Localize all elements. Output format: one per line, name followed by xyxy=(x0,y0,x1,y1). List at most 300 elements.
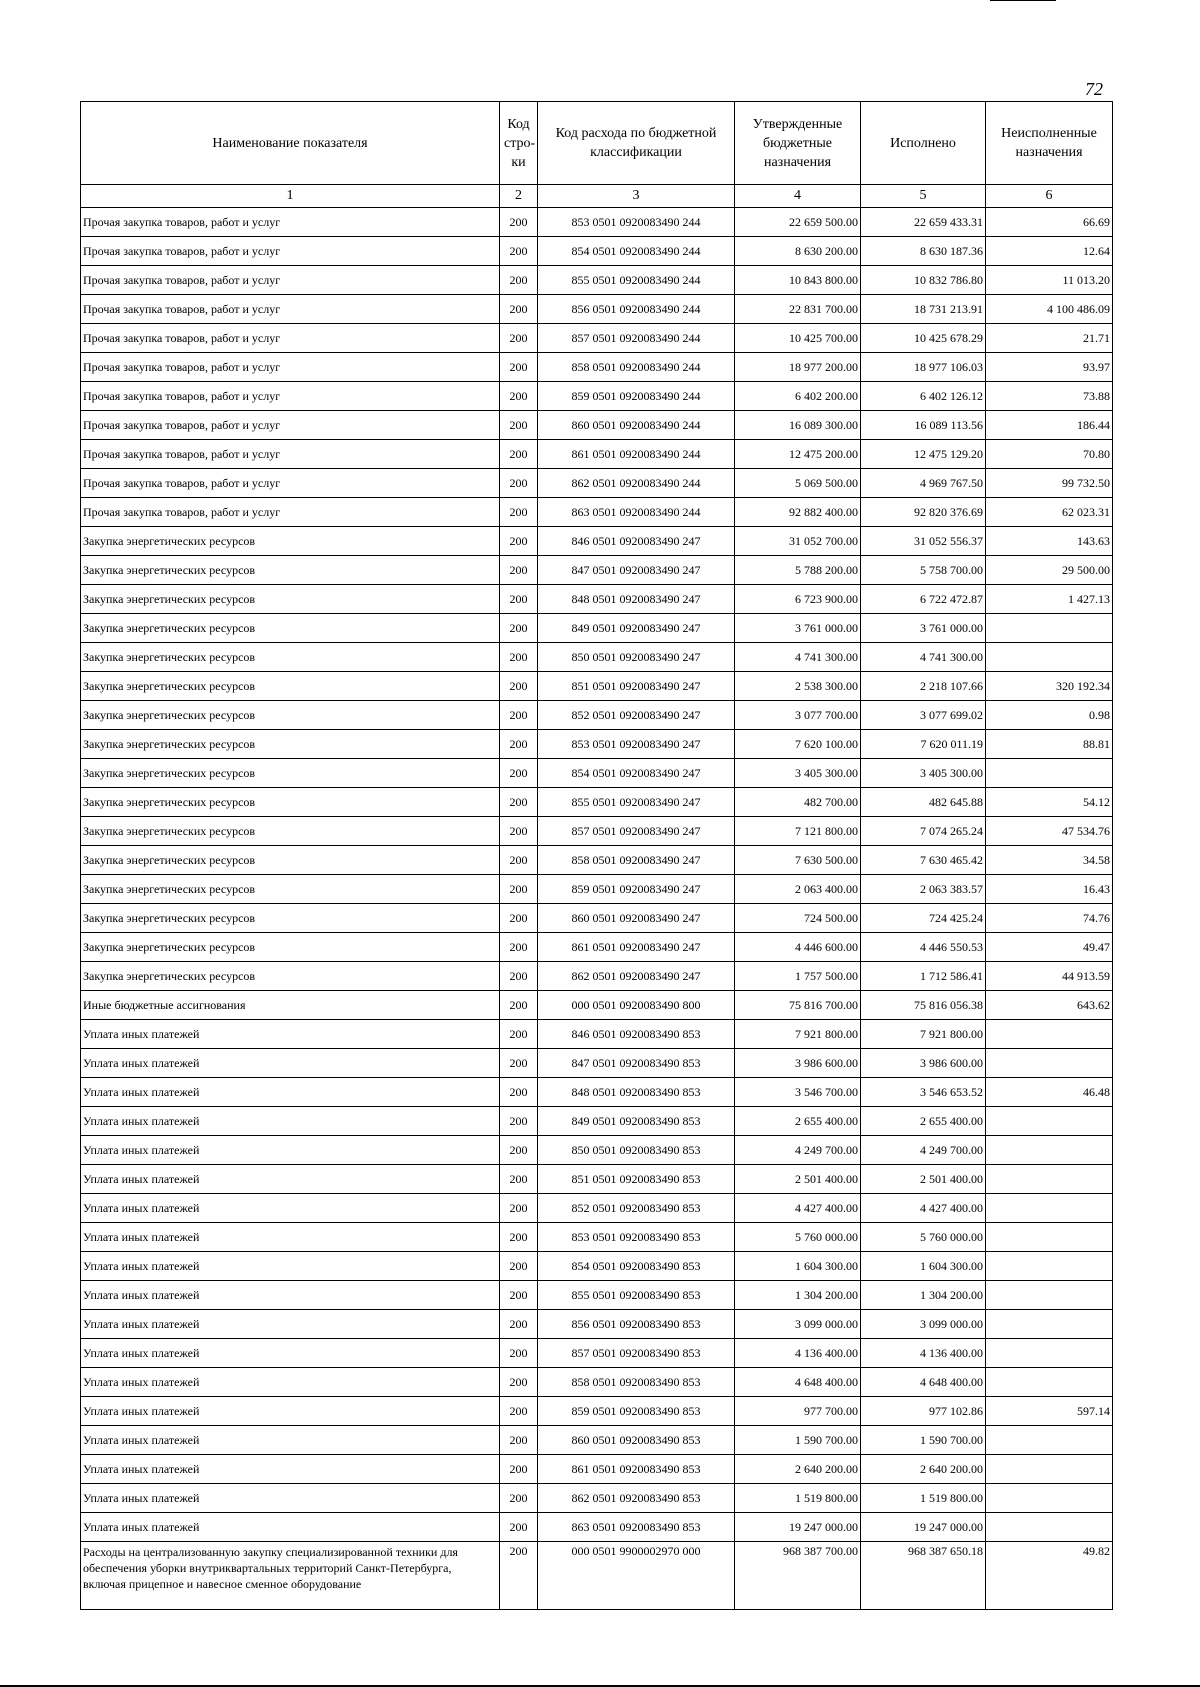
table-row xyxy=(81,1049,1113,1078)
row-executed-amount: 92 820 376.69 xyxy=(861,498,986,527)
row-indicator-name: Закупка энергетических ресурсов xyxy=(81,730,500,759)
row-executed-amount: 4 136 400.00 xyxy=(861,1339,986,1368)
row-classification-code: 861 0501 0920083490 244 xyxy=(538,440,735,469)
row-classification-code: 854 0501 0920083490 853 xyxy=(538,1252,735,1281)
row-classification-code: 862 0501 0920083490 244 xyxy=(538,469,735,498)
row-approved-amount: 22 659 500.00 xyxy=(735,208,861,237)
row-executed-amount: 2 640 200.00 xyxy=(861,1455,986,1484)
row-line-code: 200 xyxy=(500,1049,538,1078)
row-classification-code: 000 0501 0920083490 800 xyxy=(538,991,735,1020)
row-unexecuted-amount: 21.71 xyxy=(986,324,1113,353)
row-line-code: 200 xyxy=(500,1020,538,1049)
table-row xyxy=(81,991,1113,1020)
row-approved-amount: 3 546 700.00 xyxy=(735,1078,861,1107)
row-executed-amount: 1 712 586.41 xyxy=(861,962,986,991)
row-executed-amount: 4 648 400.00 xyxy=(861,1368,986,1397)
table-row xyxy=(81,1165,1113,1194)
row-indicator-name: Закупка энергетических ресурсов xyxy=(81,643,500,672)
table-row xyxy=(81,1513,1113,1542)
row-approved-amount: 4 648 400.00 xyxy=(735,1368,861,1397)
row-indicator-name: Уплата иных платежей xyxy=(81,1339,500,1368)
row-unexecuted-amount: 66.69 xyxy=(986,208,1113,237)
row-classification-code: 852 0501 0920083490 853 xyxy=(538,1194,735,1223)
row-unexecuted-amount: 70.80 xyxy=(986,440,1113,469)
table-row xyxy=(81,1397,1113,1426)
table-row xyxy=(81,208,1113,237)
row-unexecuted-amount xyxy=(986,1310,1113,1339)
row-unexecuted-amount xyxy=(986,1136,1113,1165)
table-row xyxy=(81,585,1113,614)
row-indicator-name: Закупка энергетических ресурсов xyxy=(81,527,500,556)
row-line-code: 200 xyxy=(500,933,538,962)
row-unexecuted-amount: 11 013.20 xyxy=(986,266,1113,295)
row-classification-code: 855 0501 0920083490 244 xyxy=(538,266,735,295)
row-executed-amount: 22 659 433.31 xyxy=(861,208,986,237)
row-unexecuted-amount: 62 023.31 xyxy=(986,498,1113,527)
row-classification-code: 848 0501 0920083490 853 xyxy=(538,1078,735,1107)
row-line-code: 200 xyxy=(500,295,538,324)
row-indicator-name: Закупка энергетических ресурсов xyxy=(81,962,500,991)
row-indicator-name: Закупка энергетических ресурсов xyxy=(81,614,500,643)
row-executed-amount: 4 446 550.53 xyxy=(861,933,986,962)
row-approved-amount: 6 402 200.00 xyxy=(735,382,861,411)
row-line-code: 200 xyxy=(500,1542,538,1610)
row-approved-amount: 4 427 400.00 xyxy=(735,1194,861,1223)
row-approved-amount: 8 630 200.00 xyxy=(735,237,861,266)
row-approved-amount: 12 475 200.00 xyxy=(735,440,861,469)
column-number: 3 xyxy=(538,185,735,208)
table-row xyxy=(81,1339,1113,1368)
row-indicator-name: Прочая закупка товаров, работ и услуг xyxy=(81,411,500,440)
row-classification-code: 849 0501 0920083490 247 xyxy=(538,614,735,643)
row-indicator-name: Уплата иных платежей xyxy=(81,1194,500,1223)
table-row xyxy=(81,324,1113,353)
row-line-code: 200 xyxy=(500,498,538,527)
row-classification-code: 856 0501 0920083490 853 xyxy=(538,1310,735,1339)
row-unexecuted-amount: 597.14 xyxy=(986,1397,1113,1426)
row-line-code: 200 xyxy=(500,469,538,498)
row-executed-amount: 75 816 056.38 xyxy=(861,991,986,1020)
row-executed-amount: 6 402 126.12 xyxy=(861,382,986,411)
row-executed-amount: 2 218 107.66 xyxy=(861,672,986,701)
table-row xyxy=(81,382,1113,411)
row-approved-amount: 75 816 700.00 xyxy=(735,991,861,1020)
table-row xyxy=(81,730,1113,759)
row-indicator-name: Закупка энергетических ресурсов xyxy=(81,817,500,846)
row-unexecuted-amount: 47 534.76 xyxy=(986,817,1113,846)
row-indicator-name: Уплата иных платежей xyxy=(81,1455,500,1484)
row-approved-amount: 2 655 400.00 xyxy=(735,1107,861,1136)
row-indicator-name: Уплата иных платежей xyxy=(81,1484,500,1513)
row-unexecuted-amount: 34.58 xyxy=(986,846,1113,875)
row-approved-amount: 6 723 900.00 xyxy=(735,585,861,614)
budget-execution-table xyxy=(80,101,1113,1610)
row-unexecuted-amount xyxy=(986,1223,1113,1252)
row-indicator-name: Уплата иных платежей xyxy=(81,1252,500,1281)
table-row xyxy=(81,701,1113,730)
row-indicator-name: Уплата иных платежей xyxy=(81,1165,500,1194)
row-classification-code: 851 0501 0920083490 853 xyxy=(538,1165,735,1194)
table-row xyxy=(81,1542,1113,1610)
table-row xyxy=(81,1223,1113,1252)
row-approved-amount: 10 843 800.00 xyxy=(735,266,861,295)
row-line-code: 200 xyxy=(500,1339,538,1368)
row-unexecuted-amount xyxy=(986,614,1113,643)
row-line-code: 200 xyxy=(500,1107,538,1136)
row-approved-amount: 1 590 700.00 xyxy=(735,1426,861,1455)
row-approved-amount: 7 921 800.00 xyxy=(735,1020,861,1049)
table-row xyxy=(81,1310,1113,1339)
row-line-code: 200 xyxy=(500,1484,538,1513)
row-classification-code: 846 0501 0920083490 853 xyxy=(538,1020,735,1049)
row-approved-amount: 1 604 300.00 xyxy=(735,1252,861,1281)
row-indicator-name: Уплата иных платежей xyxy=(81,1136,500,1165)
column-number-row xyxy=(81,185,1113,208)
table-row xyxy=(81,759,1113,788)
page-number: 72 xyxy=(1085,79,1103,99)
header-approved-appropriations: Утвержденные бюджетные назначения xyxy=(735,102,861,185)
column-number: 5 xyxy=(861,185,986,208)
table-row xyxy=(81,556,1113,585)
row-unexecuted-amount: 320 192.34 xyxy=(986,672,1113,701)
table-row xyxy=(81,1281,1113,1310)
row-indicator-name: Закупка энергетических ресурсов xyxy=(81,875,500,904)
row-executed-amount: 2 655 400.00 xyxy=(861,1107,986,1136)
row-approved-amount: 92 882 400.00 xyxy=(735,498,861,527)
table-row xyxy=(81,817,1113,846)
row-unexecuted-amount xyxy=(986,1513,1113,1542)
table-row xyxy=(81,1252,1113,1281)
table-row xyxy=(81,962,1113,991)
row-approved-amount: 2 538 300.00 xyxy=(735,672,861,701)
table-row xyxy=(81,295,1113,324)
row-classification-code: 857 0501 0920083490 247 xyxy=(538,817,735,846)
row-executed-amount: 4 969 767.50 xyxy=(861,469,986,498)
row-line-code: 200 xyxy=(500,1281,538,1310)
row-unexecuted-amount: 46.48 xyxy=(986,1078,1113,1107)
table-row xyxy=(81,527,1113,556)
row-line-code: 200 xyxy=(500,672,538,701)
row-approved-amount: 5 069 500.00 xyxy=(735,469,861,498)
row-approved-amount: 19 247 000.00 xyxy=(735,1513,861,1542)
row-unexecuted-amount: 44 913.59 xyxy=(986,962,1113,991)
row-classification-code: 848 0501 0920083490 247 xyxy=(538,585,735,614)
row-line-code: 200 xyxy=(500,556,538,585)
row-approved-amount: 3 761 000.00 xyxy=(735,614,861,643)
row-unexecuted-amount xyxy=(986,1368,1113,1397)
row-indicator-name: Уплата иных платежей xyxy=(81,1513,500,1542)
row-unexecuted-amount xyxy=(986,1194,1113,1223)
row-line-code: 200 xyxy=(500,1513,538,1542)
table-row xyxy=(81,614,1113,643)
row-classification-code: 856 0501 0920083490 244 xyxy=(538,295,735,324)
row-line-code: 200 xyxy=(500,904,538,933)
row-classification-code: 862 0501 0920083490 853 xyxy=(538,1484,735,1513)
row-indicator-name: Закупка энергетических ресурсов xyxy=(81,556,500,585)
row-executed-amount: 19 247 000.00 xyxy=(861,1513,986,1542)
row-executed-amount: 5 760 000.00 xyxy=(861,1223,986,1252)
table-row xyxy=(81,1136,1113,1165)
row-executed-amount: 2 501 400.00 xyxy=(861,1165,986,1194)
row-approved-amount: 3 986 600.00 xyxy=(735,1049,861,1078)
row-approved-amount: 2 640 200.00 xyxy=(735,1455,861,1484)
row-unexecuted-amount: 93.97 xyxy=(986,353,1113,382)
row-classification-code: 860 0501 0920083490 244 xyxy=(538,411,735,440)
row-executed-amount: 7 620 011.19 xyxy=(861,730,986,759)
row-unexecuted-amount xyxy=(986,1455,1113,1484)
row-indicator-name: Прочая закупка товаров, работ и услуг xyxy=(81,469,500,498)
row-executed-amount: 1 519 800.00 xyxy=(861,1484,986,1513)
table-row xyxy=(81,266,1113,295)
row-classification-code: 857 0501 0920083490 853 xyxy=(538,1339,735,1368)
row-indicator-name: Закупка энергетических ресурсов xyxy=(81,846,500,875)
column-number: 6 xyxy=(986,185,1113,208)
row-indicator-name: Закупка энергетических ресурсов xyxy=(81,701,500,730)
row-approved-amount: 4 249 700.00 xyxy=(735,1136,861,1165)
row-indicator-name: Уплата иных платежей xyxy=(81,1281,500,1310)
row-indicator-name: Расходы на централизованную закупку специализированной техники для обеспечения уборки внутриквартальных территорий Санкт-Петербурга, включая прицепное и навесное сменное оборудование xyxy=(81,1542,500,1610)
row-indicator-name: Закупка энергетических ресурсов xyxy=(81,585,500,614)
row-indicator-name: Иные бюджетные ассигнования xyxy=(81,991,500,1020)
row-executed-amount: 3 986 600.00 xyxy=(861,1049,986,1078)
row-classification-code: 855 0501 0920083490 247 xyxy=(538,788,735,817)
row-classification-code: 858 0501 0920083490 853 xyxy=(538,1368,735,1397)
row-line-code: 200 xyxy=(500,991,538,1020)
row-executed-amount: 1 604 300.00 xyxy=(861,1252,986,1281)
row-classification-code: 854 0501 0920083490 244 xyxy=(538,237,735,266)
row-indicator-name: Прочая закупка товаров, работ и услуг xyxy=(81,208,500,237)
table-row xyxy=(81,643,1113,672)
row-unexecuted-amount: 143.63 xyxy=(986,527,1113,556)
row-classification-code: 859 0501 0920083490 247 xyxy=(538,875,735,904)
row-line-code: 200 xyxy=(500,208,538,237)
row-approved-amount: 1 757 500.00 xyxy=(735,962,861,991)
row-unexecuted-amount xyxy=(986,1339,1113,1368)
table-row xyxy=(81,498,1113,527)
row-approved-amount: 3 099 000.00 xyxy=(735,1310,861,1339)
table-row xyxy=(81,846,1113,875)
row-executed-amount: 12 475 129.20 xyxy=(861,440,986,469)
scan-edge-top xyxy=(990,0,1056,1)
row-approved-amount: 4 741 300.00 xyxy=(735,643,861,672)
row-indicator-name: Прочая закупка товаров, работ и услуг xyxy=(81,324,500,353)
header-unexecuted-appropriations: Неисполненные назначения xyxy=(986,102,1113,185)
row-classification-code: 853 0501 0920083490 853 xyxy=(538,1223,735,1252)
row-approved-amount: 1 519 800.00 xyxy=(735,1484,861,1513)
row-line-code: 200 xyxy=(500,440,538,469)
row-classification-code: 860 0501 0920083490 247 xyxy=(538,904,735,933)
row-unexecuted-amount: 74.76 xyxy=(986,904,1113,933)
row-approved-amount: 968 387 700.00 xyxy=(735,1542,861,1610)
row-line-code: 200 xyxy=(500,411,538,440)
row-executed-amount: 16 089 113.56 xyxy=(861,411,986,440)
row-executed-amount: 7 630 465.42 xyxy=(861,846,986,875)
table-row xyxy=(81,469,1113,498)
row-executed-amount: 968 387 650.18 xyxy=(861,1542,986,1610)
row-unexecuted-amount: 643.62 xyxy=(986,991,1113,1020)
row-executed-amount: 3 405 300.00 xyxy=(861,759,986,788)
row-indicator-name: Прочая закупка товаров, работ и услуг xyxy=(81,237,500,266)
row-line-code: 200 xyxy=(500,701,538,730)
table-row xyxy=(81,672,1113,701)
row-executed-amount: 3 099 000.00 xyxy=(861,1310,986,1339)
row-indicator-name: Закупка энергетических ресурсов xyxy=(81,759,500,788)
row-indicator-name: Уплата иных платежей xyxy=(81,1049,500,1078)
row-indicator-name: Прочая закупка товаров, работ и услуг xyxy=(81,266,500,295)
row-unexecuted-amount xyxy=(986,1020,1113,1049)
table-row xyxy=(81,440,1113,469)
row-classification-code: 850 0501 0920083490 247 xyxy=(538,643,735,672)
row-classification-code: 858 0501 0920083490 247 xyxy=(538,846,735,875)
table-row xyxy=(81,237,1113,266)
row-classification-code: 861 0501 0920083490 853 xyxy=(538,1455,735,1484)
row-approved-amount: 7 620 100.00 xyxy=(735,730,861,759)
table-body xyxy=(81,208,1113,1610)
row-approved-amount: 4 446 600.00 xyxy=(735,933,861,962)
row-approved-amount: 724 500.00 xyxy=(735,904,861,933)
row-indicator-name: Прочая закупка товаров, работ и услуг xyxy=(81,498,500,527)
row-line-code: 200 xyxy=(500,1078,538,1107)
column-number: 1 xyxy=(81,185,500,208)
row-executed-amount: 2 063 383.57 xyxy=(861,875,986,904)
column-number: 2 xyxy=(500,185,538,208)
row-approved-amount: 2 501 400.00 xyxy=(735,1165,861,1194)
row-line-code: 200 xyxy=(500,788,538,817)
row-approved-amount: 16 089 300.00 xyxy=(735,411,861,440)
row-unexecuted-amount: 186.44 xyxy=(986,411,1113,440)
row-line-code: 200 xyxy=(500,1252,538,1281)
row-executed-amount: 31 052 556.37 xyxy=(861,527,986,556)
row-approved-amount: 18 977 200.00 xyxy=(735,353,861,382)
row-line-code: 200 xyxy=(500,643,538,672)
row-approved-amount: 3 077 700.00 xyxy=(735,701,861,730)
row-approved-amount: 2 063 400.00 xyxy=(735,875,861,904)
row-classification-code: 855 0501 0920083490 853 xyxy=(538,1281,735,1310)
table-row xyxy=(81,1020,1113,1049)
row-executed-amount: 18 731 213.91 xyxy=(861,295,986,324)
table-row xyxy=(81,353,1113,382)
row-line-code: 200 xyxy=(500,353,538,382)
row-line-code: 200 xyxy=(500,817,538,846)
row-executed-amount: 8 630 187.36 xyxy=(861,237,986,266)
row-line-code: 200 xyxy=(500,875,538,904)
row-executed-amount: 6 722 472.87 xyxy=(861,585,986,614)
row-unexecuted-amount xyxy=(986,759,1113,788)
row-indicator-name: Закупка энергетических ресурсов xyxy=(81,904,500,933)
row-unexecuted-amount: 29 500.00 xyxy=(986,556,1113,585)
row-classification-code: 853 0501 0920083490 247 xyxy=(538,730,735,759)
row-executed-amount: 3 077 699.02 xyxy=(861,701,986,730)
row-approved-amount: 22 831 700.00 xyxy=(735,295,861,324)
row-unexecuted-amount: 4 100 486.09 xyxy=(986,295,1113,324)
row-executed-amount: 7 074 265.24 xyxy=(861,817,986,846)
row-indicator-name: Прочая закупка товаров, работ и услуг xyxy=(81,353,500,382)
table-row xyxy=(81,875,1113,904)
row-approved-amount: 7 121 800.00 xyxy=(735,817,861,846)
table-row xyxy=(81,1426,1113,1455)
row-line-code: 200 xyxy=(500,527,538,556)
row-line-code: 200 xyxy=(500,1455,538,1484)
row-unexecuted-amount: 1 427.13 xyxy=(986,585,1113,614)
row-executed-amount: 1 304 200.00 xyxy=(861,1281,986,1310)
row-classification-code: 847 0501 0920083490 853 xyxy=(538,1049,735,1078)
row-unexecuted-amount: 49.47 xyxy=(986,933,1113,962)
row-executed-amount: 3 546 653.52 xyxy=(861,1078,986,1107)
table-row xyxy=(81,1368,1113,1397)
row-unexecuted-amount xyxy=(986,1281,1113,1310)
row-executed-amount: 10 425 678.29 xyxy=(861,324,986,353)
row-executed-amount: 7 921 800.00 xyxy=(861,1020,986,1049)
row-unexecuted-amount xyxy=(986,1165,1113,1194)
row-unexecuted-amount: 16.43 xyxy=(986,875,1113,904)
row-classification-code: 861 0501 0920083490 247 xyxy=(538,933,735,962)
row-line-code: 200 xyxy=(500,324,538,353)
row-indicator-name: Уплата иных платежей xyxy=(81,1310,500,1339)
row-unexecuted-amount: 54.12 xyxy=(986,788,1113,817)
row-unexecuted-amount xyxy=(986,1049,1113,1078)
row-executed-amount: 4 427 400.00 xyxy=(861,1194,986,1223)
header-line-code: Код стро-ки xyxy=(500,102,538,185)
row-executed-amount: 1 590 700.00 xyxy=(861,1426,986,1455)
row-approved-amount: 10 425 700.00 xyxy=(735,324,861,353)
row-classification-code: 850 0501 0920083490 853 xyxy=(538,1136,735,1165)
row-indicator-name: Уплата иных платежей xyxy=(81,1020,500,1049)
row-executed-amount: 3 761 000.00 xyxy=(861,614,986,643)
row-line-code: 200 xyxy=(500,1223,538,1252)
row-line-code: 200 xyxy=(500,1165,538,1194)
row-executed-amount: 4 249 700.00 xyxy=(861,1136,986,1165)
row-approved-amount: 482 700.00 xyxy=(735,788,861,817)
row-approved-amount: 3 405 300.00 xyxy=(735,759,861,788)
row-indicator-name: Закупка энергетических ресурсов xyxy=(81,672,500,701)
row-approved-amount: 31 052 700.00 xyxy=(735,527,861,556)
row-unexecuted-amount xyxy=(986,1107,1113,1136)
row-indicator-name: Уплата иных платежей xyxy=(81,1397,500,1426)
row-indicator-name: Закупка энергетических ресурсов xyxy=(81,788,500,817)
row-unexecuted-amount: 73.88 xyxy=(986,382,1113,411)
row-approved-amount: 5 760 000.00 xyxy=(735,1223,861,1252)
row-classification-code: 858 0501 0920083490 244 xyxy=(538,353,735,382)
row-line-code: 200 xyxy=(500,1310,538,1339)
table-row xyxy=(81,1455,1113,1484)
row-line-code: 200 xyxy=(500,962,538,991)
row-line-code: 200 xyxy=(500,266,538,295)
row-classification-code: 847 0501 0920083490 247 xyxy=(538,556,735,585)
row-line-code: 200 xyxy=(500,1136,538,1165)
row-classification-code: 857 0501 0920083490 244 xyxy=(538,324,735,353)
table-row xyxy=(81,788,1113,817)
row-executed-amount: 18 977 106.03 xyxy=(861,353,986,382)
row-classification-code: 853 0501 0920083490 244 xyxy=(538,208,735,237)
row-executed-amount: 482 645.88 xyxy=(861,788,986,817)
row-indicator-name: Уплата иных платежей xyxy=(81,1426,500,1455)
row-line-code: 200 xyxy=(500,614,538,643)
row-indicator-name: Закупка энергетических ресурсов xyxy=(81,933,500,962)
header-budget-classification-code: Код расхода по бюджетной классификации xyxy=(538,102,735,185)
row-line-code: 200 xyxy=(500,1194,538,1223)
row-line-code: 200 xyxy=(500,730,538,759)
row-unexecuted-amount: 0.98 xyxy=(986,701,1113,730)
table-row xyxy=(81,1194,1113,1223)
row-approved-amount: 5 788 200.00 xyxy=(735,556,861,585)
row-classification-code: 859 0501 0920083490 244 xyxy=(538,382,735,411)
row-executed-amount: 5 758 700.00 xyxy=(861,556,986,585)
table-row xyxy=(81,411,1113,440)
row-line-code: 200 xyxy=(500,1368,538,1397)
header-indicator-name: Наименование показателя xyxy=(81,102,500,185)
table-row xyxy=(81,1078,1113,1107)
row-executed-amount: 4 741 300.00 xyxy=(861,643,986,672)
